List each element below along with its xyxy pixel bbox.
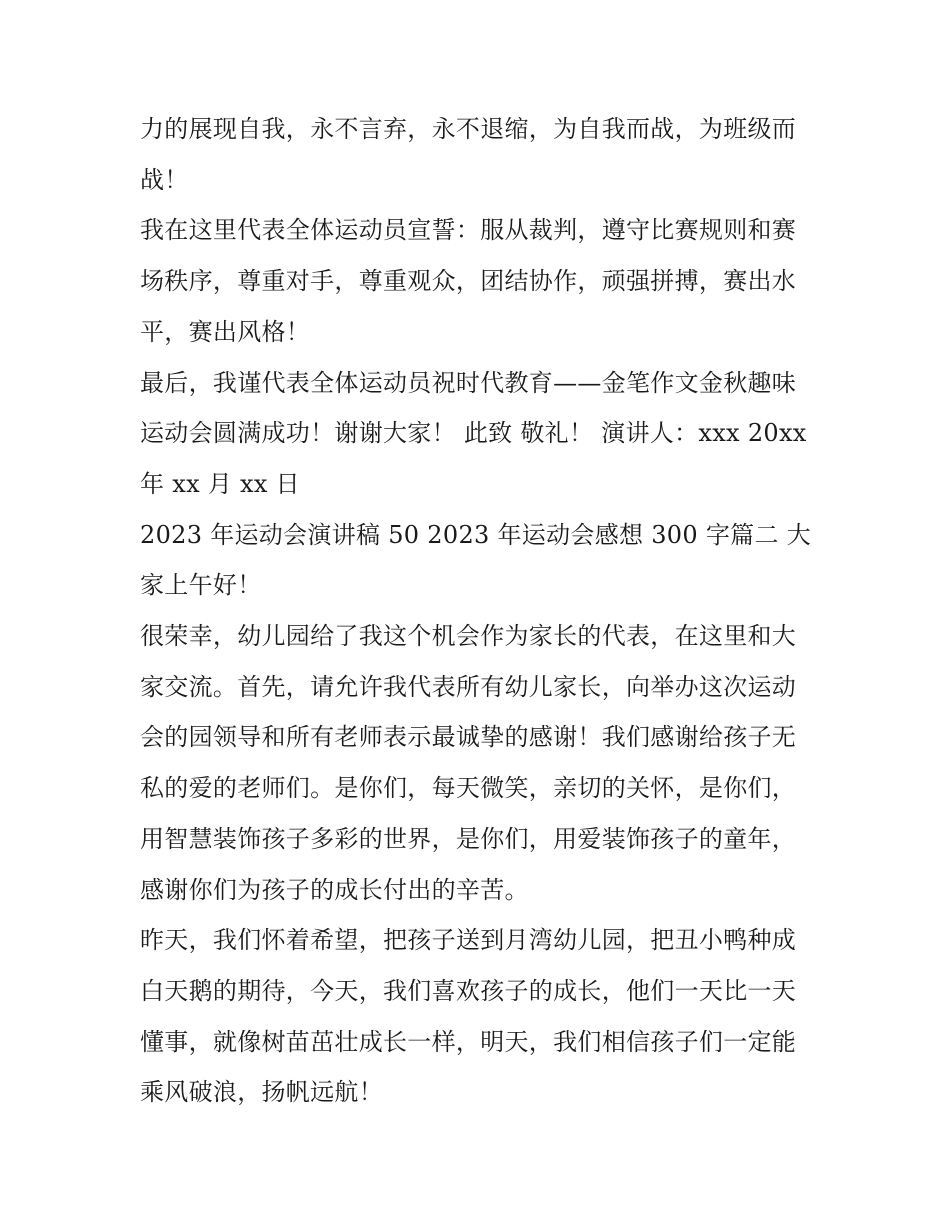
paragraph-5: 很荣幸，幼儿园给了我这个机会作为家长的代表，在这里和大家交流。首先，请允许我代表所有幼儿家长，向举办这次运动会的园领导和所有老师表示最诚挚的感谢！我们感谢给孩子无私的爱的老师们。是你们，每天微笑，亲切的关怀，是你们，用智慧装饰孩子多彩的世界，是你们，用爱装饰孩子的童年，感谢你们为孩子的成长付出的辛苦。 xyxy=(140,622,797,904)
paragraph-3: 最后，我谨代表全体运动员祝时代教育——金笔作文金秋趣味运动会圆满成功！谢谢大家！ 此致 敬礼！ 演讲人：xxx 20xx年 xx 月 xx 日 xyxy=(140,368,807,498)
paragraph-6: 昨天，我们怀着希望，把孩子送到月湾幼儿园，把丑小鸭种成白天鹅的期待，今天，我们喜欢孩子的成长，他们一天比一天懂事，就像树苗茁壮成长一样，明天，我们相信孩子们一定能乘风破浪，扬帆远航！ xyxy=(140,926,797,1107)
paragraph-4: 2023 年运动会演讲稿 50 2023 年运动会感想 300 字篇二 大家上午好！ xyxy=(140,520,812,600)
paragraph-2: 我在这里代表全体运动员宣誓：服从裁判，遵守比赛规则和赛场秩序，尊重对手，尊重观众，团结协作，顽强拼搏，赛出水平，赛出风格！ xyxy=(140,216,797,346)
document-body xyxy=(140,104,820,1118)
paragraph-1: 力的展现自我，永不言弃，永不退缩，为自我而战，为班级而战！ xyxy=(140,115,797,194)
